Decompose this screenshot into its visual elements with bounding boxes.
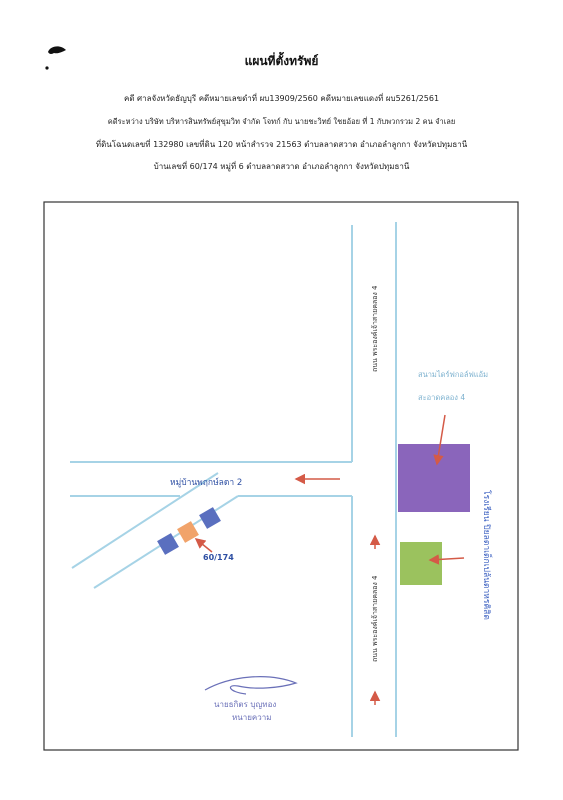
house-blue-right <box>199 507 221 529</box>
parties-line: คดีระหว่าง บริษัท บริหารสินทรัพย์สุขุมวิท จำกัด โจทก์ กับ นายชะวิทย์ ใชยอ้อย ที่ 1 กับพวกรวม 2 คน จำเลย <box>107 117 456 126</box>
signature-title: หนายความ <box>232 713 272 722</box>
golf-label-line2: สะอาดคลอง 4 <box>418 393 466 402</box>
road-label-upper: ถนน พระองค์เจ้าสายคลอง 4 <box>371 285 379 372</box>
house-address-line: บ้านเลขที่ 60/174 หมู่ที่ 6 ตำบลลาดสวาด อำเภอลำลูกกา จังหวัดปทุมธานี <box>153 162 410 171</box>
signature-name: นายธกิตร บุญทอง <box>214 700 277 709</box>
case-number-line: คดี ศาลจังหวัดธัญบุรี คดีหมายเลขดำที่ ผบ13909/2560 คดีหมายเลขแดงที่ ผบ5261/2561 <box>123 94 440 103</box>
golf-label-line1: สนามไดร์ฟกอล์ฟแอ้ม <box>418 370 489 379</box>
signature-scribble <box>205 677 296 694</box>
property-arrow <box>196 539 212 552</box>
property-label: 60/174 <box>203 553 234 562</box>
deed-line: ที่ดินโฉนดเลขที่ 132980 เลขที่ดิน 120 หน้าสำรวจ 21563 ตำบลลาดสวาด อำเภอลำลูกกา จังหวัดปทุมธานี <box>95 140 468 149</box>
page-title: แผนที่ตั้งทรัพย์ <box>244 54 319 68</box>
village-label: หมู่บ้านพฤกษ์ลดา 2 <box>170 478 243 488</box>
road-label-lower: ถนน พระองค์เจ้าสายคลอง 4 <box>371 575 379 662</box>
school-block <box>400 542 442 585</box>
golf-range-block <box>398 444 470 512</box>
school-label: โรงเรียน ปิยลดาเด็กเปล้นดาหรคิสิต <box>481 490 491 620</box>
